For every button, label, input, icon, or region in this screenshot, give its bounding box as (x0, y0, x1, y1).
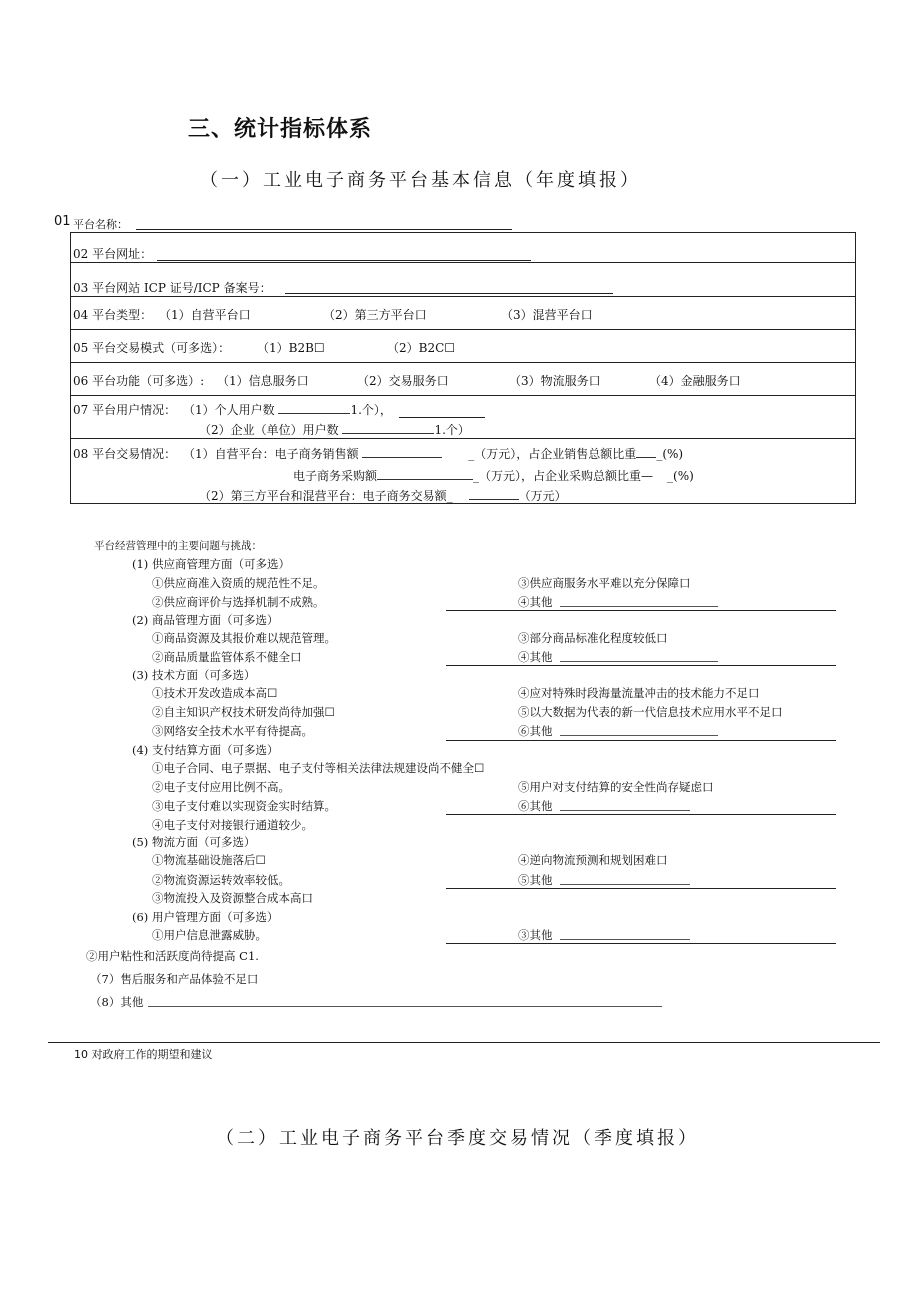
g4-option-1[interactable]: ①电子合同、电子票据、电子支付等相关法律法规建设尚不健全☐ (152, 761, 485, 775)
g5-option-2[interactable]: ②物流资源运转效率较低。 (152, 873, 290, 887)
q07-option-1-unit: 1.个）， (350, 403, 392, 417)
g3-other-input[interactable] (560, 735, 718, 736)
g1-option-2[interactable]: ②供应商评价与选择机制不成熟。 (152, 595, 325, 609)
q08-self-sales-ratio-label: _（万元），占企业销售总额比重 (468, 447, 637, 461)
q03-input-line[interactable] (285, 293, 613, 294)
g1-other-input[interactable] (560, 606, 718, 607)
g2-option-1[interactable]: ①商品资源及其报价难以规范管理。 (152, 631, 336, 645)
q01-label: 平台名称： (73, 218, 128, 231)
g2-option-4[interactable]: ④其他 (518, 650, 553, 664)
q01-input-line[interactable] (136, 229, 512, 230)
personal-users-input[interactable] (278, 401, 350, 414)
q07-option-2-label: （2）企业（单位）用户数 (199, 423, 339, 437)
q07-option-2-unit: 1.个） (434, 423, 470, 437)
q05-option-2[interactable]: （2）B2C☐ (387, 341, 456, 355)
q06-option-4[interactable]: （4）金融服务口 (649, 374, 741, 388)
q08-line-3 (199, 487, 567, 504)
g1-option-3[interactable]: ③供应商服务水平难以充分保障口 (518, 576, 691, 590)
g4-other-input[interactable] (560, 810, 690, 811)
g3-option-2[interactable]: ②自主知识产权技术研发尚待加强☐ (152, 705, 335, 719)
q08-third-party-label: （2）第三方平台和混营平台：电子商务交易额_ (199, 489, 453, 503)
q08-label: 08 平台交易情况： (73, 447, 177, 461)
g3-option-1[interactable]: ①技术开发改造成本高☐ (152, 686, 278, 700)
q08-purchase-ratio-label: _（万元），占企业采购总额比重— (473, 469, 654, 483)
g8-other-input[interactable] (148, 1006, 662, 1007)
basic-info-table (70, 232, 856, 504)
row-divider (71, 329, 855, 330)
q08-purchase-label: 电子商务采购额 (293, 469, 378, 483)
g3-option-5[interactable]: ⑤以大数据为代表的新一代信息技术应用水平不足口 (518, 705, 783, 719)
g3-divider (446, 740, 836, 741)
g5-other-input[interactable] (560, 884, 690, 885)
g4-option-6[interactable]: ⑥其他 (518, 799, 553, 813)
q07-option-1 (183, 401, 392, 418)
g3-option-4[interactable]: ④应对特殊时段海量流量冲击的技术能力不足口 (518, 686, 760, 700)
g4-option-3[interactable]: ③电子支付难以实现资金实时结算。 (152, 799, 336, 813)
row-divider (71, 262, 855, 263)
g6-other-input[interactable] (560, 939, 690, 940)
q07-option-1-trail-line (399, 417, 485, 418)
g1-option-4[interactable]: ④其他 (518, 595, 553, 609)
q04-option-1[interactable]: （1）自营平台口 (159, 308, 251, 322)
g1-option-1[interactable]: ①供应商准入资质的规范性不足。 (152, 576, 325, 590)
q07-option-1-label: （1）个人用户数 (183, 403, 275, 417)
third-party-input[interactable] (469, 487, 519, 500)
part1-title: （一）工业电子商务平台基本信息（年度填报） (200, 170, 641, 191)
g3-option-3[interactable]: ③网络安全技术水平有待提高。 (152, 724, 313, 738)
g6-option-3[interactable]: ③其他 (518, 928, 553, 942)
g2-other-input[interactable] (560, 661, 718, 662)
group-8-item[interactable]: （8）其他 (90, 995, 144, 1009)
purchase-input[interactable] (377, 467, 473, 480)
g4-divider (446, 814, 836, 815)
g5-divider (446, 888, 836, 889)
q04-label: 04 平台类型： (73, 308, 153, 322)
g5-option-3[interactable]: ③物流投入及资源整合成本高口 (152, 891, 313, 905)
g4-option-5[interactable]: ⑤用户对支付结算的安全性尚存疑虑口 (518, 780, 714, 794)
group-6-title: (6) 用户管理方面（可多选） (132, 910, 279, 924)
g1-divider (446, 610, 836, 611)
group-2-title: (2) 商品管理方面（可多选） (132, 613, 279, 627)
part2-title: （二）工业电子商务平台季度交易情况（季度填报） (216, 1128, 699, 1149)
q07-label: 07 平台用户情况： (73, 403, 177, 417)
q02-input-line[interactable] (157, 260, 531, 261)
q02-label: 02 平台网址： (73, 247, 153, 261)
g6-option-1[interactable]: ①用户信息泄露威胁。 (152, 928, 267, 942)
g6-option-2[interactable]: ②用户粘性和活跃度尚待提高 C1. (86, 949, 259, 963)
q06-label: 06 平台功能（可多选）: (73, 374, 205, 388)
g3-option-6[interactable]: ⑥其他 (518, 724, 553, 738)
group-3-title: (3) 技术方面（可多选） (132, 668, 256, 682)
self-sales-input[interactable] (362, 445, 442, 458)
q04-option-2[interactable]: （2）第三方平台口 (323, 308, 427, 322)
row-divider (71, 296, 855, 297)
g4-option-4[interactable]: ④电子支付对接银行通道较少。 (152, 818, 313, 832)
group-4-title: (4) 支付结算方面（可多选） (132, 743, 279, 757)
g2-option-3[interactable]: ③部分商品标准化程度较低口 (518, 631, 668, 645)
q06-option-3[interactable]: （3）物流服务口 (509, 374, 601, 388)
q03-label: 03 平台网站 ICP 证号/ICP 备案号： (73, 281, 272, 295)
g5-option-1[interactable]: ①物流基础设施落后☐ (152, 853, 266, 867)
group-7-item[interactable]: （7）售后服务和产品体验不足口 (90, 972, 259, 986)
q07-option-2 (199, 421, 470, 438)
section-title: 三、统计指标体系 (188, 117, 373, 142)
group-5-title: (5) 物流方面（可多选） (132, 835, 256, 849)
q08-line-2 (293, 467, 694, 484)
q10-label: 10 对政府工作的期望和建议 (74, 1048, 213, 1061)
q05-label: 05 平台交易模式（可多选）： (73, 341, 231, 355)
row-divider (71, 438, 855, 439)
problems-heading: 平台经营管理中的主要问题与挑战： (94, 540, 262, 552)
g2-divider (446, 665, 836, 666)
g5-option-4[interactable]: ④逆向物流预测和规划困难口 (518, 853, 668, 867)
q06-option-1[interactable]: （1）信息服务口 (217, 374, 309, 388)
group-1-title: (1) 供应商管理方面（可多选） (132, 557, 290, 571)
row-divider (71, 362, 855, 363)
g2-option-2[interactable]: ②商品质量监管体系不健全口 (152, 650, 302, 664)
g4-option-2[interactable]: ②电子支付应用比例不高。 (152, 780, 290, 794)
enterprise-users-input[interactable] (342, 421, 434, 434)
self-sales-ratio-input[interactable] (636, 445, 656, 458)
q08-third-party-unit: （万元） (518, 489, 567, 503)
g6-divider (446, 943, 836, 944)
q04-option-3[interactable]: （3）混营平台口 (501, 308, 593, 322)
q08-line-1 (183, 445, 683, 462)
q06-option-2[interactable]: （2）交易服务口 (357, 374, 449, 388)
q08-percent-2: _(%) (667, 469, 694, 483)
row-divider (71, 395, 855, 396)
q05-option-1[interactable]: （1）B2B☐ (257, 341, 325, 355)
g5-option-5[interactable]: ⑤其他 (518, 873, 553, 887)
q08-percent-1: _(%) (656, 447, 684, 461)
q08-self-sales-label: （1）自营平台：电子商务销售额 (183, 447, 359, 461)
q01-number: 01 (54, 214, 71, 229)
q10-top-rule (48, 1042, 880, 1043)
